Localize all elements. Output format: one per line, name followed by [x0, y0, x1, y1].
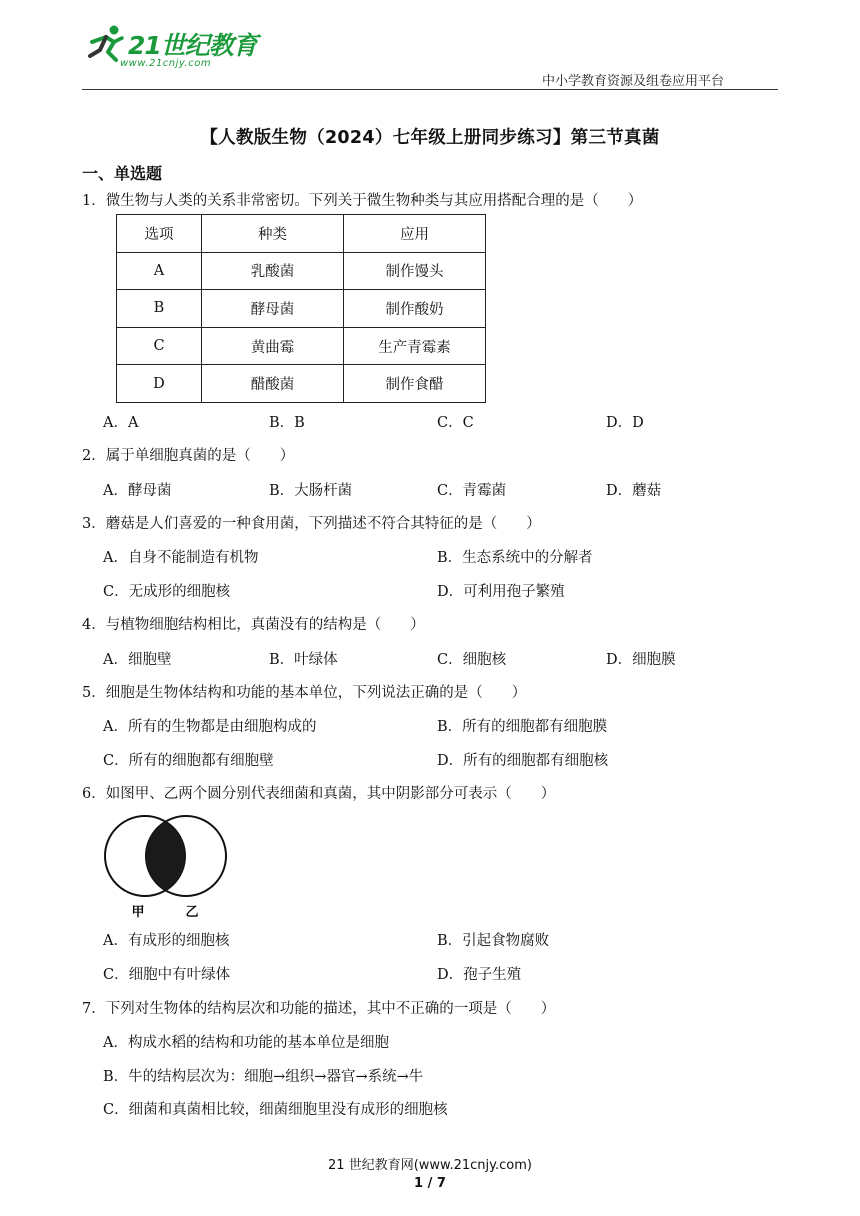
- question-3-option-a: A．自身不能制造有机物: [103, 550, 259, 566]
- table-cell: C: [117, 327, 202, 365]
- venn-label-yi: 乙: [185, 905, 199, 920]
- question-3-option-b: B．生态系统中的分解者: [437, 550, 593, 566]
- table-cell: 制作馒头: [344, 252, 486, 290]
- question-1-option-b: B．B: [269, 415, 305, 431]
- table-row: [117, 365, 486, 403]
- question-6-stem: 6．如图甲、乙两个圆分别代表细菌和真菌，其中阴影部分可表示（ ）: [82, 786, 556, 802]
- question-1-option-c: C．C: [437, 415, 474, 431]
- table-row: [117, 252, 486, 290]
- footer-site: 21 世纪教育网(www.21cnjy.com): [328, 1158, 532, 1173]
- question-1-table: [116, 214, 486, 403]
- question-4-option-c: C．细胞核: [437, 652, 507, 668]
- question-5-option-b: B．所有的细胞都有细胞膜: [437, 719, 608, 735]
- page-header: [82, 18, 778, 90]
- table-cell: 酵母菌: [202, 290, 344, 328]
- question-1-stem: 1．微生物与人类的关系非常密切。下列关于微生物种类与其应用搭配合理的是（ ）: [82, 193, 643, 209]
- question-2-stem: 2．属于单细胞真菌的是（ ）: [82, 448, 295, 464]
- logo-text: 21世纪教育: [128, 31, 257, 60]
- question-7-option-b: B．牛的结构层次为：细胞→组织→器官→系统→牛: [103, 1069, 424, 1085]
- header-divider: [82, 89, 778, 90]
- question-6-option-b: B．引起食物腐败: [437, 933, 550, 949]
- table-row: [117, 290, 486, 328]
- question-3-option-c: C．无成形的细胞核: [103, 584, 231, 600]
- question-4-option-b: B．叶绿体: [269, 652, 338, 668]
- table-cell: 醋酸菌: [202, 365, 344, 403]
- page-title: 【人教版生物（2024）七年级上册同步练习】第三节真菌: [200, 128, 660, 148]
- question-3-option-d: D．可利用孢子繁殖: [437, 584, 565, 600]
- table-header-cell: 选项: [117, 215, 202, 253]
- question-2-option-d: D．蘑菇: [606, 483, 662, 499]
- question-6-option-c: C．细胞中有叶绿体: [103, 967, 231, 983]
- question-5-stem: 5．细胞是生物体结构和功能的基本单位，下列说法正确的是（ ）: [82, 685, 527, 701]
- question-4-stem: 4．与植物细胞结构相比，真菌没有的结构是（ ）: [82, 617, 425, 633]
- question-2-option-c: C．青霉菌: [437, 483, 507, 499]
- page-number: 1 / 7: [414, 1176, 446, 1191]
- question-5-option-d: D．所有的细胞都有细胞核: [437, 753, 609, 769]
- table-row: [117, 327, 486, 365]
- logo-url: www.21cnjy.com: [120, 58, 212, 69]
- table-cell: 生产青霉素: [344, 327, 486, 365]
- question-5-option-a: A．所有的生物都是由细胞构成的: [103, 719, 317, 735]
- question-6-option-a: A．有成形的细胞核: [103, 933, 230, 949]
- section-heading: 一、单选题: [82, 164, 163, 183]
- question-7-option-c: C．细菌和真菌相比较，细菌细胞里没有成形的细胞核: [103, 1102, 448, 1118]
- venn-diagram: [100, 810, 230, 922]
- table-cell: 乳酸菌: [202, 252, 344, 290]
- question-1-option-d: D．D: [606, 415, 644, 431]
- table-cell: B: [117, 290, 202, 328]
- table-cell: 黄曲霉: [202, 327, 344, 365]
- question-4-option-d: D．细胞膜: [606, 652, 676, 668]
- question-2-option-a: A．酵母菌: [103, 483, 172, 499]
- table-header-cell: 种类: [202, 215, 344, 253]
- question-2-option-b: B．大肠杆菌: [269, 483, 353, 499]
- table-cell: 制作食醋: [344, 365, 486, 403]
- table-header-cell: 应用: [344, 215, 486, 253]
- platform-name: 中小学教育资源及组卷应用平台: [541, 74, 724, 89]
- table-header-row: [117, 215, 486, 253]
- table-cell: A: [117, 252, 202, 290]
- question-6-option-d: D．孢子生殖: [437, 967, 522, 983]
- question-7-option-a: A．构成水稻的结构和功能的基本单位是细胞: [103, 1035, 389, 1051]
- question-3-stem: 3．蘑菇是人们喜爱的一种食用菌，下列描述不符合其特征的是（ ）: [82, 516, 541, 532]
- question-4-option-a: A．细胞壁: [103, 652, 172, 668]
- question-7-stem: 7．下列对生物体的结构层次和功能的描述，其中不正确的一项是（ ）: [82, 1001, 556, 1017]
- table-cell: 制作酸奶: [344, 290, 486, 328]
- question-1-option-a: A．A: [103, 415, 139, 431]
- table-cell: D: [117, 365, 202, 403]
- site-logo: [82, 18, 282, 76]
- question-5-option-c: C．所有的细胞都有细胞壁: [103, 753, 274, 769]
- venn-label-jia: 甲: [131, 905, 145, 920]
